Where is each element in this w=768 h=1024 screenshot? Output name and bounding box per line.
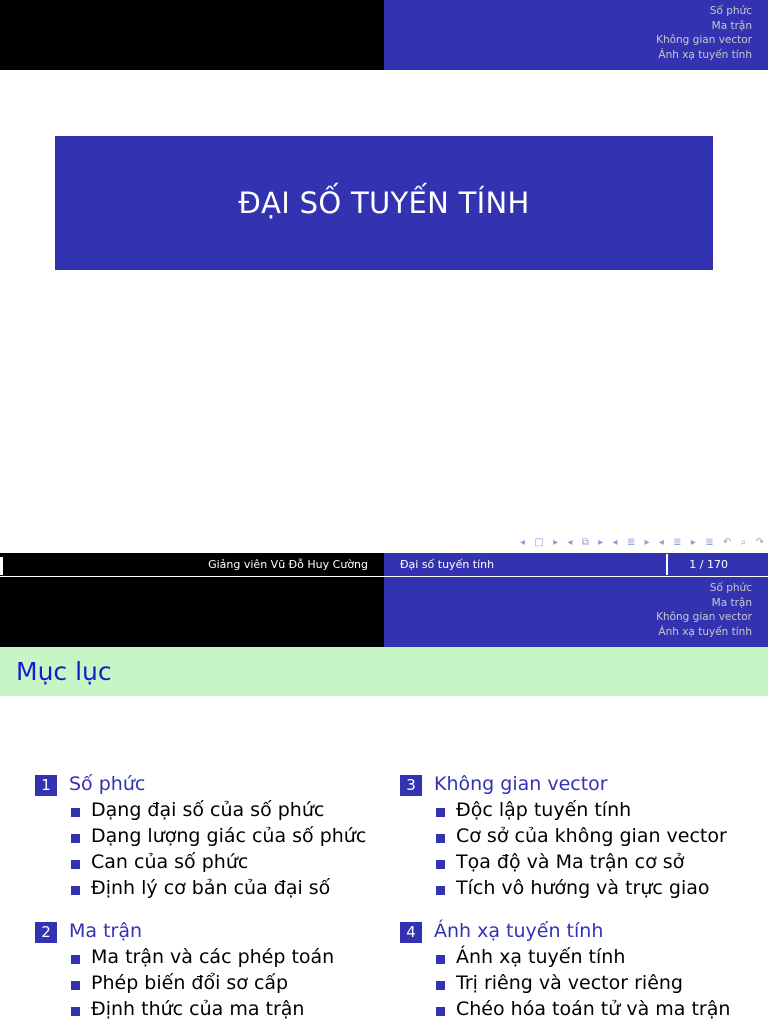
- footer-page-number: 1 / 170: [689, 558, 728, 571]
- nav-item-ma-tran[interactable]: Ma trận: [711, 19, 752, 32]
- bullet-icon: [71, 955, 80, 964]
- next-subsection-icon[interactable]: ▸: [644, 536, 650, 548]
- nav-item-so-phuc[interactable]: Số phức: [709, 582, 752, 594]
- back-icon[interactable]: ↶: [722, 536, 732, 548]
- slide-icon[interactable]: □: [534, 536, 544, 548]
- frame-icon[interactable]: ⧉: [581, 536, 589, 548]
- nav-item-anh-xa-tuyen-tinh[interactable]: Ánh xạ tuyến tính: [658, 48, 752, 61]
- frame-title: Mục lục: [16, 657, 112, 686]
- bullet-icon: [436, 808, 445, 817]
- bullet-icon: [436, 1007, 445, 1016]
- nav-item-ma-tran[interactable]: Ma trận: [711, 596, 752, 609]
- bullet-icon: [71, 1007, 80, 1016]
- title-box: [55, 136, 713, 270]
- bullet-icon: [71, 886, 80, 895]
- bullet-icon: [71, 834, 80, 843]
- bullet-icon: [436, 886, 445, 895]
- nav-item-so-phuc[interactable]: Số phức: [709, 5, 752, 17]
- bullet-icon: [71, 860, 80, 869]
- section-number: 4: [400, 922, 422, 943]
- section-number: 3: [400, 775, 422, 796]
- prev-frame-icon[interactable]: ◂: [567, 536, 573, 548]
- nav-item-anh-xa-tuyen-tinh[interactable]: Ánh xạ tuyến tính: [658, 625, 752, 638]
- nav-item-khong-gian-vector[interactable]: Không gian vector: [656, 611, 752, 624]
- nav-item-khong-gian-vector[interactable]: Không gian vector: [656, 34, 752, 47]
- footer-author: Giảng viên Vũ Đỗ Huy Cường: [208, 558, 368, 571]
- frame-title-bar: [0, 647, 768, 696]
- footer-short-title: Đại số tuyến tính: [400, 558, 495, 571]
- prev-section-icon[interactable]: ◂: [658, 536, 664, 548]
- section-title: Không gian vector: [434, 773, 608, 795]
- section-number: 2: [35, 922, 57, 943]
- bullet-icon: [71, 981, 80, 990]
- next-slide-icon[interactable]: ▸: [553, 536, 559, 548]
- prev-slide-icon[interactable]: ◂: [520, 536, 526, 548]
- section-navigation: [656, 581, 752, 639]
- bullet-icon: [436, 981, 445, 990]
- subsection-icon[interactable]: ≣: [626, 536, 636, 548]
- bullet-icon: [436, 834, 445, 843]
- next-section-icon[interactable]: ▸: [690, 536, 696, 548]
- section-title: Ma trận: [69, 920, 143, 942]
- prev-subsection-icon[interactable]: ◂: [612, 536, 618, 548]
- section-navigation: [656, 4, 752, 62]
- presentation-title: ĐẠI SỐ TUYẾN TÍNH: [238, 186, 530, 220]
- section-title: Số phức: [69, 773, 146, 795]
- slide-header: [0, 0, 768, 70]
- beamer-navigation-controls: [520, 535, 764, 549]
- forward-icon[interactable]: ↷: [755, 536, 764, 548]
- slide-footer: [0, 553, 768, 576]
- section-number: 1: [35, 775, 57, 796]
- section-icon[interactable]: ≣: [673, 536, 682, 548]
- section-title: Ánh xạ tuyến tính: [434, 920, 604, 942]
- slide-header: [0, 577, 768, 647]
- bullet-icon: [436, 860, 445, 869]
- next-frame-icon[interactable]: ▸: [598, 536, 604, 548]
- bullet-icon: [436, 955, 445, 964]
- search-icon[interactable]: ⌕: [740, 536, 747, 548]
- bullet-icon: [71, 808, 80, 817]
- document-icon[interactable]: ≣: [705, 536, 714, 548]
